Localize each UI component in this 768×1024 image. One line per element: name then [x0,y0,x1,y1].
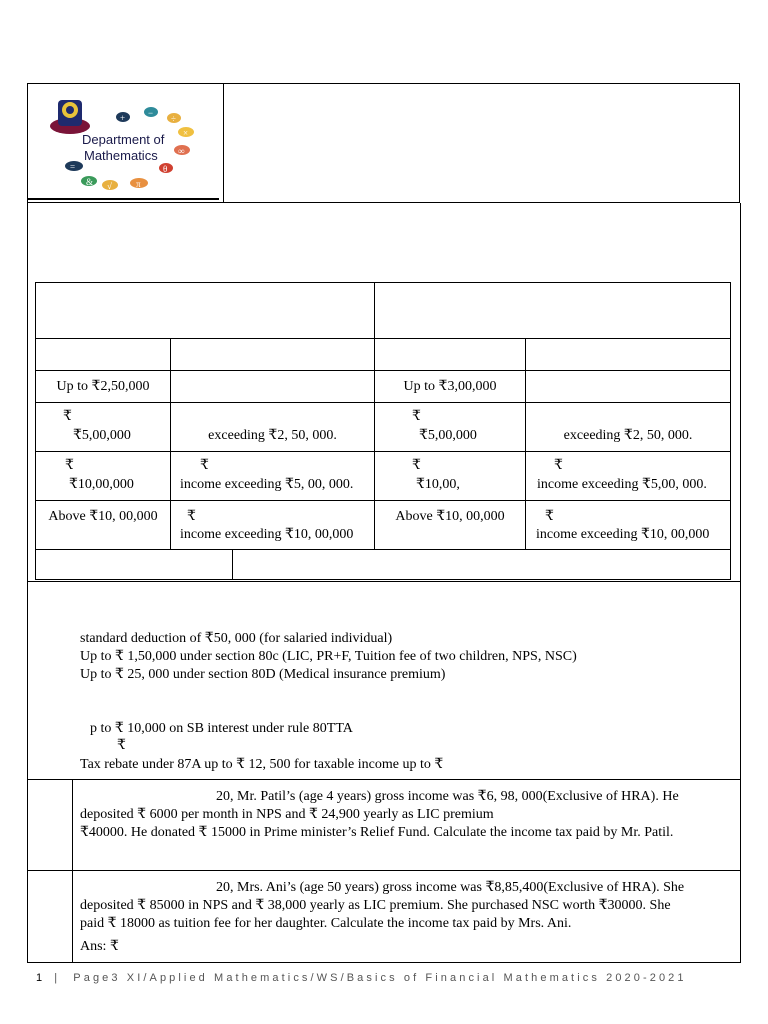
section-divider [27,581,741,582]
logo-title-line1: Department of [82,132,165,147]
table-cell [35,451,171,501]
deduction-line: standard deduction of ₹50, 000 (for salaried individual) [80,631,393,646]
question-text: 20, Mrs. Ani’s (age 50 years) gross income was ₹8,85,400(Exclusive of HRA). She [216,880,685,895]
table-subheader-cell [170,338,375,371]
slab-label: ₹10,00, [416,477,460,492]
answer-line: Ans: ₹ [80,939,119,954]
question-text: paid ₹ 18000 as tuition fee for her daughter. Calculate the income tax paid by Mrs. Ani. [80,916,572,931]
svg-text:&: & [86,177,94,187]
department-logo [44,88,204,194]
table-cell [525,500,731,550]
slab-label: ₹5,00,000 [419,428,477,443]
svg-text:×: × [183,128,189,138]
table-cell [374,402,526,452]
slab-label: Above ₹10, 00,000 [395,509,505,524]
rupee-symbol: ₹ [63,409,72,424]
svg-text:=: = [70,162,76,172]
rupee-symbol: ₹ [65,458,74,473]
table-header-cell [35,282,375,339]
table-cell [35,370,171,403]
tax-rate-text: income exceeding ₹10, 00,000 [536,527,710,542]
deduction-line: p to ₹ 10,000 on SB interest under rule 80TTA [90,721,353,736]
rupee-symbol: ₹ [117,738,126,753]
table-cell [170,451,375,501]
footer-separator: | [54,972,58,984]
rupee-symbol: ₹ [545,509,554,524]
svg-text:∞: ∞ [178,146,185,156]
table-cell [232,549,731,580]
slab-label: Up to ₹2,50,000 [56,379,150,394]
tax-rate-text: exceeding ₹2, 50, 000. [208,428,337,443]
header-divider [223,83,224,203]
table-header-cell [374,282,731,339]
table-cell [170,370,375,403]
tax-rate-text: income exceeding ₹5, 00, 000. [180,477,354,492]
table-cell [525,370,731,403]
table-cell [525,402,731,452]
logo-symbol-plus: + [120,113,126,123]
slab-label: Up to ₹3,00,000 [403,379,497,394]
table-cell [35,549,233,580]
tax-rate-text: income exceeding ₹5,00, 000. [537,477,707,492]
rupee-symbol: ₹ [412,458,421,473]
tax-rate-text: income exceeding ₹10, 00,000 [180,527,354,542]
svg-text:−: − [148,108,154,118]
question-divider [27,870,741,871]
question-text: deposited ₹ 6000 per month in NPS and ₹ 24,900 yearly as LIC premium [80,807,494,822]
deduction-line: Up to ₹ 1,50,000 under section 80c (LIC, PR+F, Tuition fee of two children, NPS, NSC) [80,649,577,664]
question-number-column [72,779,73,963]
question-text: deposited ₹ 85000 in NPS and ₹ 38,000 yearly as LIC premium. She purchased NSC worth ₹30000. She [80,898,671,913]
table-cell [374,451,526,501]
page-number: 1 [36,972,43,984]
slab-label: ₹10,00,000 [69,477,134,492]
deduction-line: Tax rebate under 87A up to ₹ 12, 500 for taxable income up to ₹ [80,757,444,772]
logo-underline [27,198,219,200]
rupee-symbol: ₹ [187,509,196,524]
footer-text: Page3 XI/Applied Mathematics/WS/Basics of Financial Mathematics 2020-2021 [73,972,687,984]
table-cell [374,500,526,550]
table-cell [35,500,171,550]
rupee-symbol: ₹ [412,409,421,424]
deduction-line: Up to ₹ 25, 000 under section 80D (Medical insurance premium) [80,667,446,682]
question-text: ₹40000. He donated ₹ 15000 in Prime minister’s Relief Fund. Calculate the income tax paid by Mr. Patil. [80,825,674,840]
table-subheader-cell [35,338,171,371]
slab-table [35,282,731,580]
svg-text:√: √ [107,181,112,191]
slab-label: Above ₹10, 00,000 [48,509,158,524]
page-footer [36,972,687,984]
table-cell [170,402,375,452]
rupee-symbol: ₹ [200,458,209,473]
table-subheader-cell [525,338,731,371]
svg-text:÷: ÷ [171,114,176,124]
svg-text:θ: θ [163,164,168,174]
table-cell [170,500,375,550]
question-divider [27,779,741,780]
table-cell [374,370,526,403]
table-cell [35,402,171,452]
tax-rate-text: exceeding ₹2, 50, 000. [563,428,693,443]
table-cell [525,451,731,501]
table-subheader-cell [374,338,526,371]
rupee-symbol: ₹ [554,458,563,473]
svg-text:π: π [136,179,141,189]
question-text: 20, Mr. Patil’s (age 4 years) gross income was ₹6, 98, 000(Exclusive of HRA). He [216,789,679,804]
logo-title-line2: Mathematics [84,148,158,163]
slab-label: ₹5,00,000 [73,428,131,443]
